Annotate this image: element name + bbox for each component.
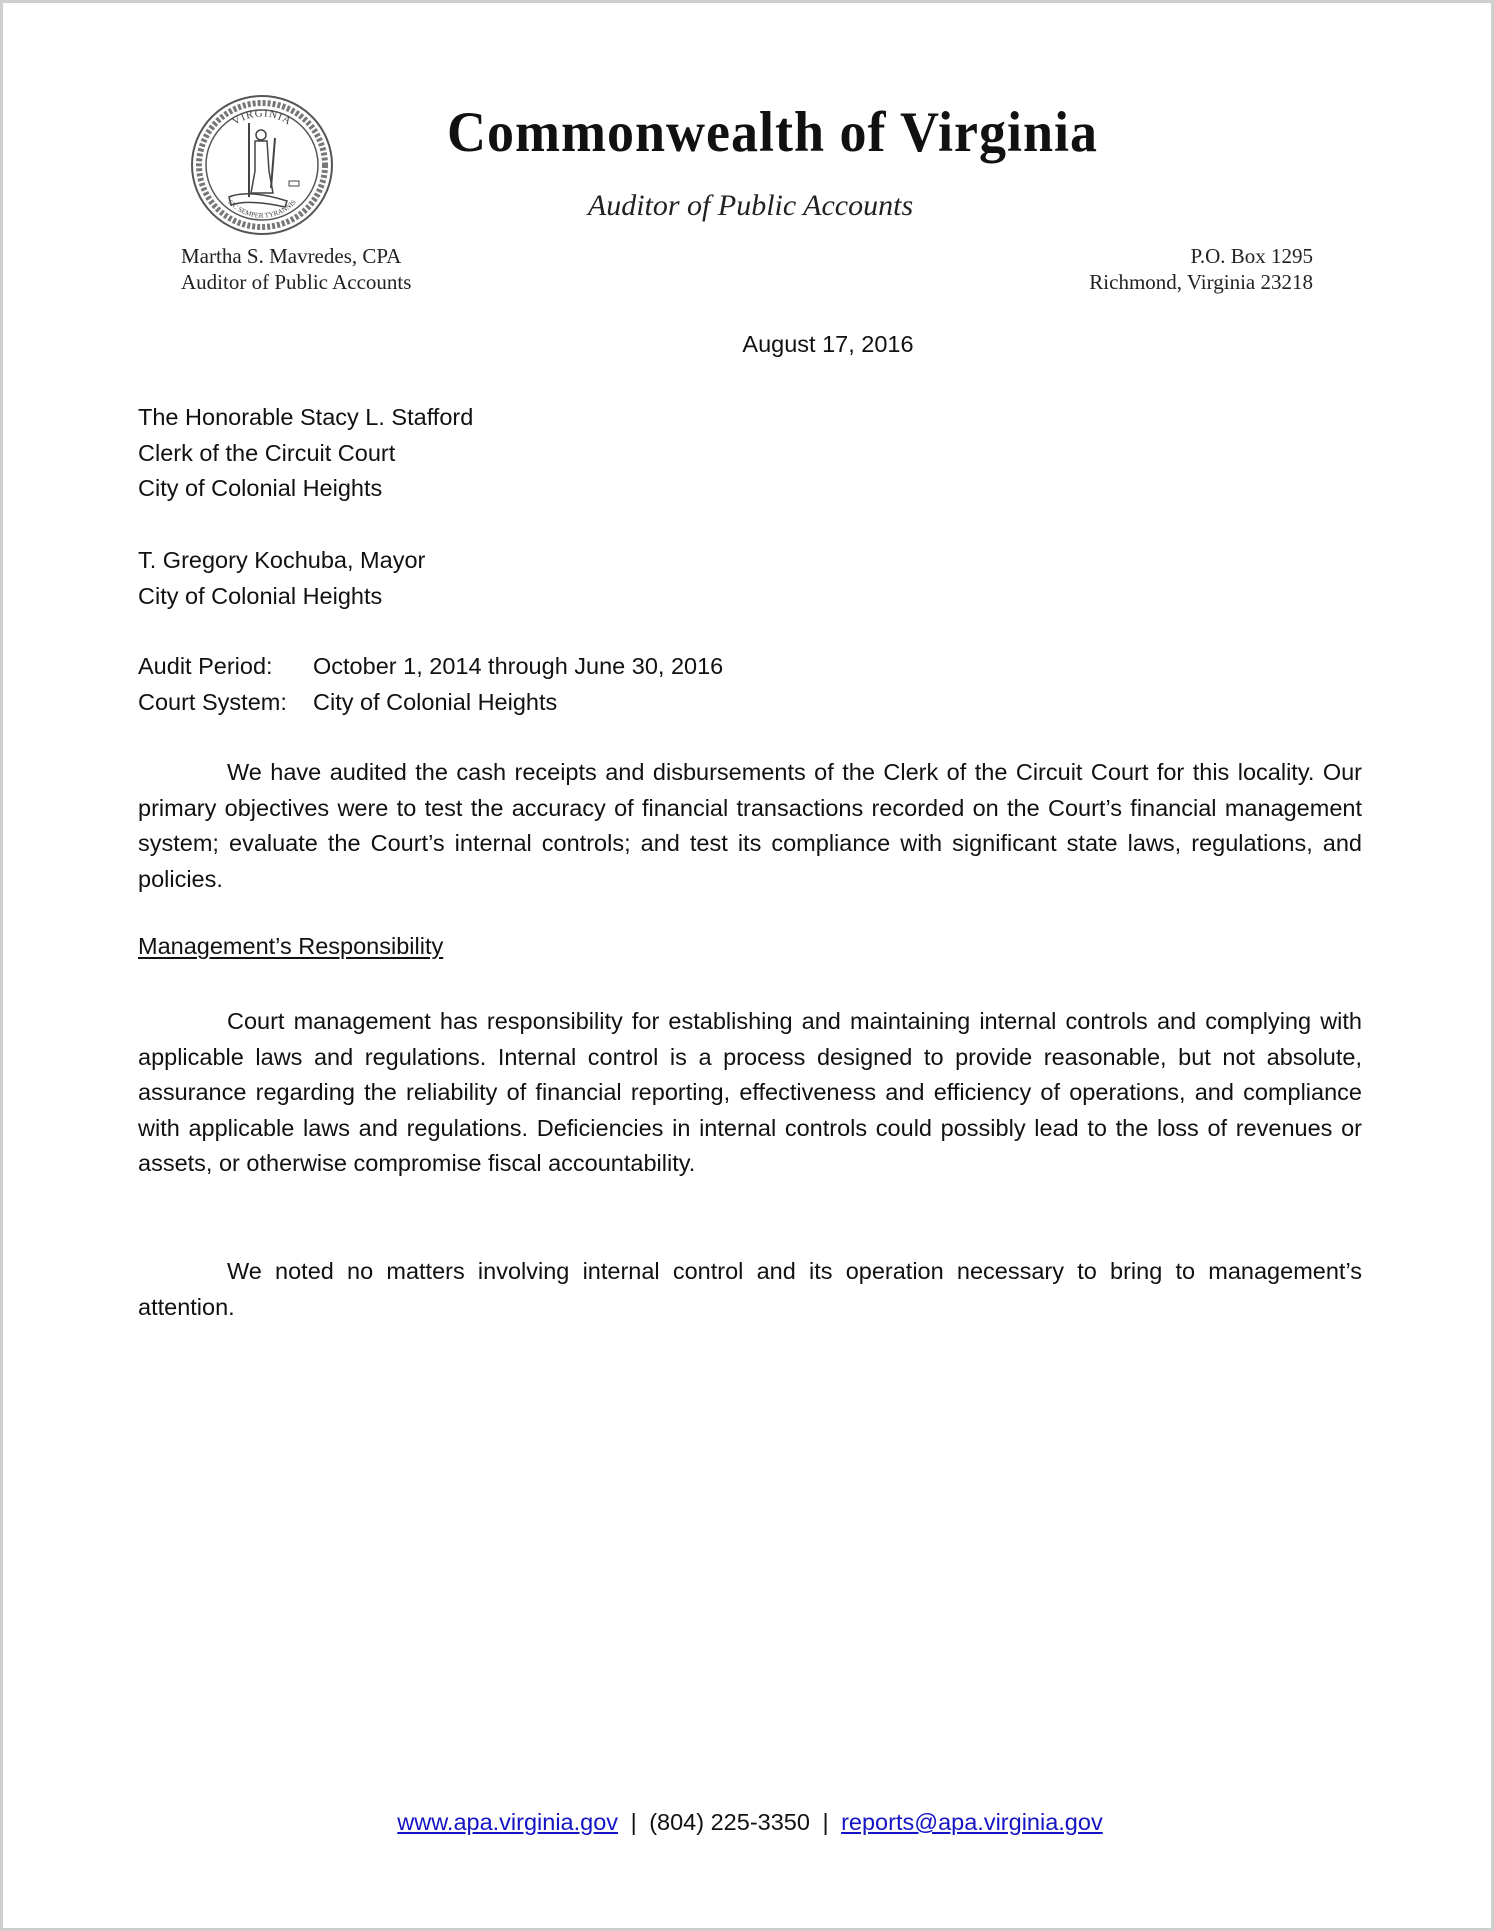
- footer-contact: [3, 1809, 1494, 1836]
- intro-paragraph: We have audited the cash receipts and disbursements of the Clerk of the Circuit Court for this locality. Our primary objectives were to test the accuracy of financial transactions recorded on the Court’s financial management system; evaluate the Court’s internal controls; and test its compliance with significant state laws, regulations, and policies.: [138, 759, 1362, 892]
- svg-text:VIRGINIA: VIRGINIA: [230, 107, 294, 128]
- virginia-seal-icon: [189, 93, 335, 237]
- responsibility-paragraph: Court management has responsibility for establishing and maintaining internal controls and complying with applicable laws and regulations. Internal control is a process designed to provide reasonable, but not absolute, assurance regarding the reliability of financial reporting, effectiveness and efficiency of operations, and compliance with applicable laws and regulations. Deficiencies in internal controls could possibly lead to the loss of revenues or assets, or otherwise compromise fiscal accountability.: [138, 1008, 1362, 1177]
- court-system-row: [138, 685, 723, 721]
- recipient-block-clerk: [138, 400, 473, 507]
- auditor-name-block: [181, 243, 411, 295]
- auditor-name: Martha S. Mavredes, CPA: [181, 244, 402, 268]
- recipient-line: T. Gregory Kochuba, Mayor: [138, 547, 426, 573]
- svg-text:SIC SEMPER TYRANNIS: SIC SEMPER TYRANNIS: [226, 198, 298, 220]
- website-link[interactable]: www.apa.virginia.gov: [397, 1809, 619, 1835]
- court-system-value: City of Colonial Heights: [313, 688, 558, 715]
- letter-date: August 17, 2016: [742, 331, 914, 357]
- footer-separator: |: [822, 1809, 829, 1835]
- audit-period-value: October 1, 2014 through June 30, 2016: [313, 653, 724, 679]
- recipient-block-mayor: [138, 543, 425, 614]
- recipient-line: City of Colonial Heights: [138, 475, 383, 502]
- city-state-zip: Richmond, Virginia 23218: [1089, 270, 1313, 294]
- mailing-address-block: [1089, 243, 1313, 295]
- audit-info-block: [138, 649, 723, 720]
- letterhead-subtitle: Auditor of Public Accounts: [587, 189, 914, 222]
- auditor-title: Auditor of Public Accounts: [181, 270, 412, 294]
- phone-number: (804) 225-3350: [649, 1809, 810, 1835]
- audit-period-row: [138, 649, 723, 685]
- po-box: P.O. Box 1295: [1190, 244, 1313, 268]
- recipient-line: The Honorable Stacy L. Stafford: [138, 404, 474, 430]
- email-link[interactable]: reports@apa.virginia.gov: [841, 1809, 1103, 1835]
- court-system-label: Court System:: [138, 688, 287, 715]
- audit-period-label: Audit Period:: [138, 653, 273, 679]
- footer-separator: |: [630, 1809, 637, 1835]
- section-heading-management-responsibility: Management’s Responsibility: [138, 933, 444, 959]
- closing-paragraph: We noted no matters involving internal control and its operation necessary to bring to management’s attention.: [138, 1258, 1362, 1320]
- recipient-line: Clerk of the Circuit Court: [138, 439, 396, 466]
- recipient-line: City of Colonial Heights: [138, 582, 383, 609]
- letterhead-title: Commonwealth of Virginia: [447, 100, 1098, 164]
